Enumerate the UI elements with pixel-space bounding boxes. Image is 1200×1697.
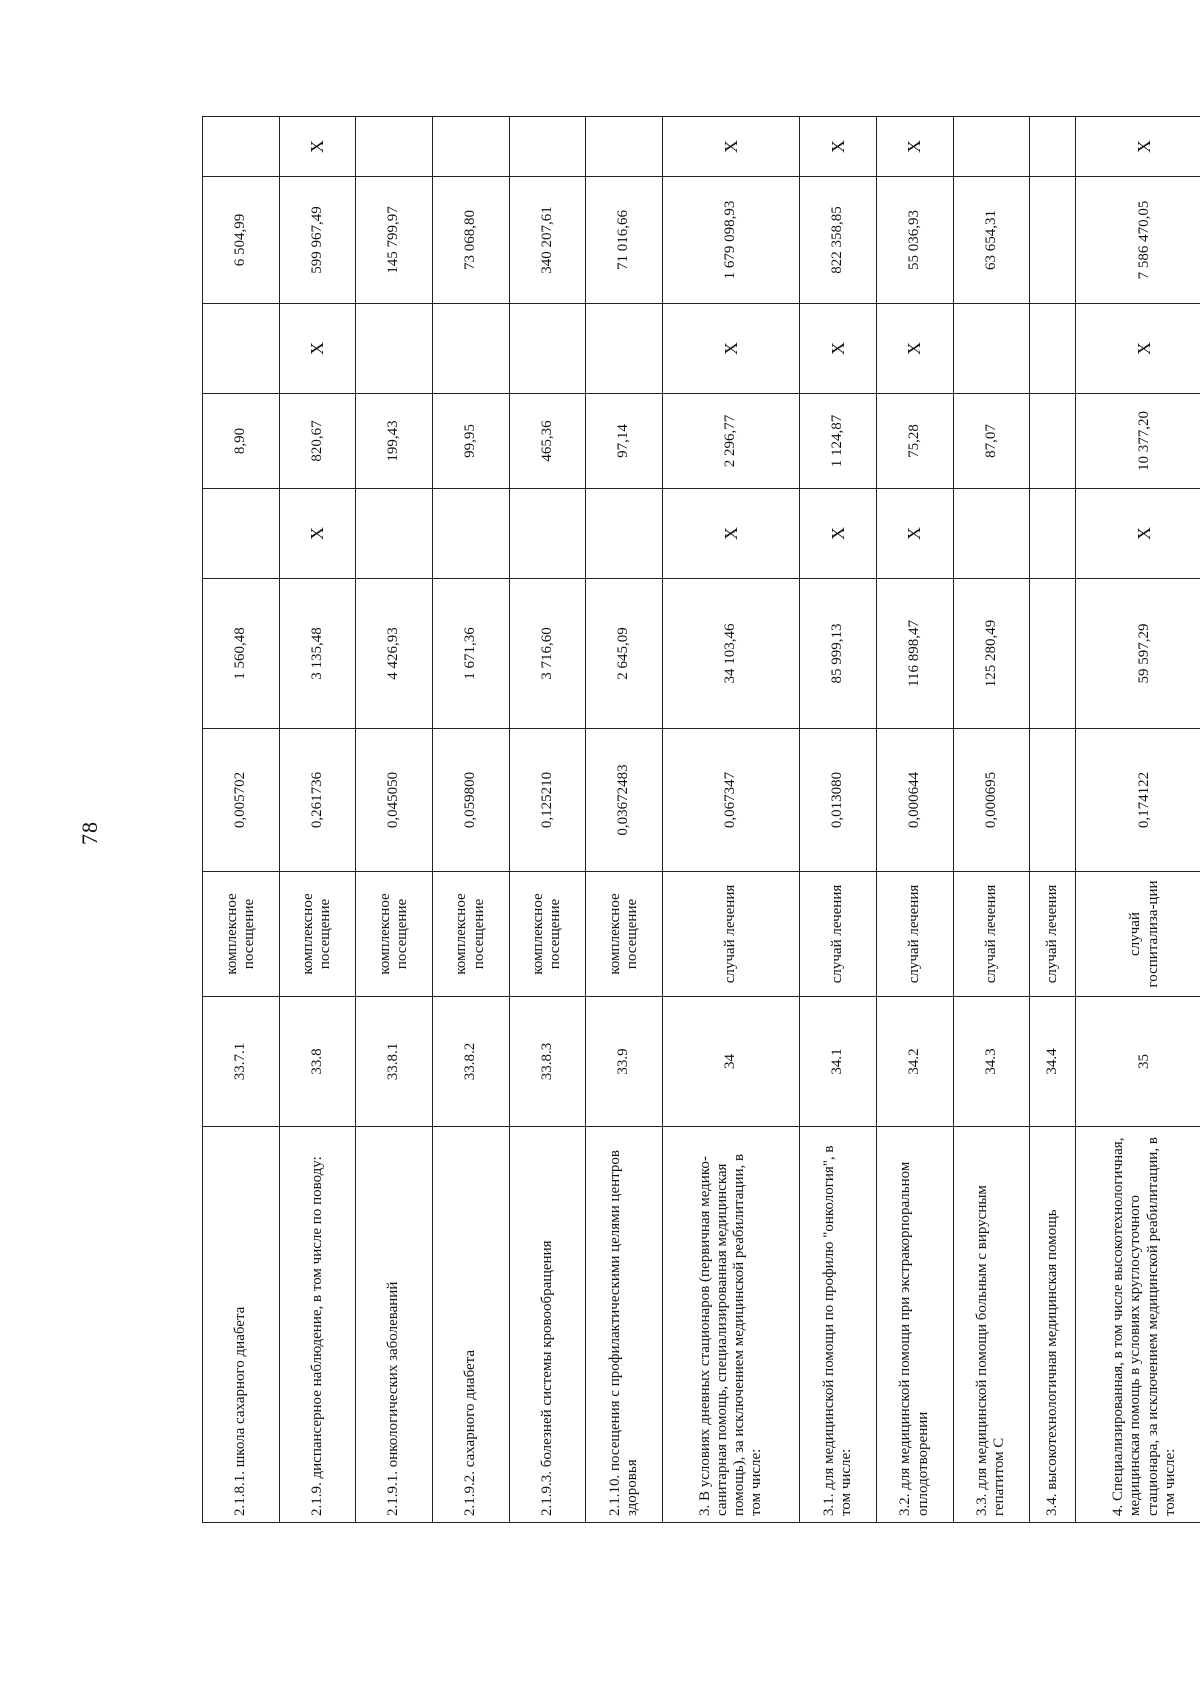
row-x2	[1030, 304, 1076, 394]
row-cost: 34 103,46	[662, 579, 799, 729]
row-code: 33.8	[279, 997, 356, 1127]
row-unit: случай лечения	[953, 872, 1030, 997]
row-x1	[356, 489, 433, 579]
row-name: 2.1.10. посещения с профилактическими целями центров здоровья	[586, 1127, 663, 1523]
table-row	[509, 117, 586, 1523]
row-cost: 59 597,29	[1076, 579, 1200, 729]
row-x3: Х	[800, 117, 877, 177]
row-name: 3. В условиях дневных стационаров (первичная медико-санитарная помощь, специализированная медицинская помощь), за исключением медицинской реабилитации, в том числе:	[662, 1127, 799, 1523]
table-row	[662, 117, 799, 1523]
row-x2: Х	[1076, 304, 1200, 394]
row-unit: случай лечения	[662, 872, 799, 997]
row-name: 3.3. для медицинской помощи больным с вирусным гепатитом С	[953, 1127, 1030, 1523]
row-x1	[509, 489, 586, 579]
table-row	[356, 117, 433, 1523]
table-row	[586, 117, 663, 1523]
row-cost: 1 560,48	[203, 579, 280, 729]
row-norm: 0,067347	[662, 729, 799, 872]
table-row	[876, 117, 953, 1523]
table-body	[203, 117, 1200, 1523]
row-norm: 0,045050	[356, 729, 433, 872]
table-row	[1076, 117, 1200, 1523]
row-norm: 0,174122	[1076, 729, 1200, 872]
row-x1	[432, 489, 509, 579]
row-norm: 0,125210	[509, 729, 586, 872]
row-code: 33.7.1	[203, 997, 280, 1127]
row-code: 34.4	[1030, 997, 1076, 1127]
table-row	[203, 117, 280, 1523]
row-unit: комплексное посещение	[203, 872, 280, 997]
table-row	[1030, 117, 1076, 1523]
row-name: 3.1. для медицинской помощи по профилю "онкология", в том числе:	[800, 1127, 877, 1523]
table-row	[279, 117, 356, 1523]
row-sum: 63 654,31	[953, 177, 1030, 304]
row-code: 35	[1076, 997, 1200, 1127]
row-x1: Х	[1076, 489, 1200, 579]
rotated-table	[202, 117, 1200, 1523]
table-row	[432, 117, 509, 1523]
row-x2: Х	[279, 304, 356, 394]
row-x1: Х	[800, 489, 877, 579]
row-code: 34	[662, 997, 799, 1127]
row-per-capita: 199,43	[356, 394, 433, 489]
row-x3	[586, 117, 663, 177]
row-per-capita: 820,67	[279, 394, 356, 489]
data-table	[202, 116, 1200, 1523]
row-x2	[432, 304, 509, 394]
row-name: 3.2. для медицинской помощи при экстракорпоральном оплодотворении	[876, 1127, 953, 1523]
row-name: 2.1.9.2. сахарного диабета	[432, 1127, 509, 1523]
row-unit: комплексное посещение	[586, 872, 663, 997]
row-x1: Х	[662, 489, 799, 579]
row-name: 2.1.9.3. болезней системы кровообращения	[509, 1127, 586, 1523]
row-norm: 0,013080	[800, 729, 877, 872]
row-sum	[1030, 177, 1076, 304]
row-x3	[356, 117, 433, 177]
row-code: 34.2	[876, 997, 953, 1127]
row-x3	[1030, 117, 1076, 177]
row-per-capita: 97,14	[586, 394, 663, 489]
row-unit: случай лечения	[800, 872, 877, 997]
row-sum: 599 967,49	[279, 177, 356, 304]
row-x2	[953, 304, 1030, 394]
row-sum: 1 679 098,93	[662, 177, 799, 304]
row-cost: 116 898,47	[876, 579, 953, 729]
row-norm: 0,005702	[203, 729, 280, 872]
row-per-capita: 465,36	[509, 394, 586, 489]
row-norm	[1030, 729, 1076, 872]
row-name: 2.1.8.1. школа сахарного диабета	[203, 1127, 280, 1523]
row-cost: 3 716,60	[509, 579, 586, 729]
row-x3	[203, 117, 280, 177]
page-number: 78	[77, 821, 102, 845]
row-sum: 145 799,97	[356, 177, 433, 304]
row-sum: 6 504,99	[203, 177, 280, 304]
row-sum: 73 068,80	[432, 177, 509, 304]
row-name: 2.1.9. диспансерное наблюдение, в том числе по поводу:	[279, 1127, 356, 1523]
row-x2	[586, 304, 663, 394]
row-unit: случай лечения	[1030, 872, 1076, 997]
row-per-capita: 2 296,77	[662, 394, 799, 489]
row-sum: 822 358,85	[800, 177, 877, 304]
row-unit: случай госпитализа-ции	[1076, 872, 1200, 997]
table-row	[953, 117, 1030, 1523]
row-cost: 125 280,49	[953, 579, 1030, 729]
row-per-capita: 87,07	[953, 394, 1030, 489]
row-unit: комплексное посещение	[509, 872, 586, 997]
row-unit: случай лечения	[876, 872, 953, 997]
row-code: 33.8.3	[509, 997, 586, 1127]
row-x2	[509, 304, 586, 394]
row-x2: Х	[662, 304, 799, 394]
row-sum: 7 586 470,05	[1076, 177, 1200, 304]
row-sum: 55 036,93	[876, 177, 953, 304]
row-x3: Х	[279, 117, 356, 177]
row-x1: Х	[279, 489, 356, 579]
row-per-capita	[1030, 394, 1076, 489]
row-sum: 71 016,66	[586, 177, 663, 304]
row-x2: Х	[876, 304, 953, 394]
row-cost: 4 426,93	[356, 579, 433, 729]
row-cost: 1 671,36	[432, 579, 509, 729]
row-cost: 2 645,09	[586, 579, 663, 729]
row-x1	[953, 489, 1030, 579]
row-x1: Х	[876, 489, 953, 579]
row-x3	[509, 117, 586, 177]
row-x2	[356, 304, 433, 394]
row-norm: 0,059800	[432, 729, 509, 872]
row-code: 33.8.2	[432, 997, 509, 1127]
row-x1	[1030, 489, 1076, 579]
row-unit: комплексное посещение	[356, 872, 433, 997]
row-per-capita: 1 124,87	[800, 394, 877, 489]
row-name: 2.1.9.1. онкологических заболеваний	[356, 1127, 433, 1523]
row-per-capita: 8,90	[203, 394, 280, 489]
row-x3: Х	[662, 117, 799, 177]
row-cost: 85 999,13	[800, 579, 877, 729]
row-unit: комплексное посещение	[279, 872, 356, 997]
row-x2: Х	[800, 304, 877, 394]
row-x3	[953, 117, 1030, 177]
row-cost: 3 135,48	[279, 579, 356, 729]
row-code: 34.1	[800, 997, 877, 1127]
row-per-capita: 75,28	[876, 394, 953, 489]
row-x3: Х	[1076, 117, 1200, 177]
row-name: 3.4. высокотехнологичная медицинская помощь	[1030, 1127, 1076, 1523]
row-per-capita: 10 377,20	[1076, 394, 1200, 489]
row-x1	[203, 489, 280, 579]
row-norm: 0,000695	[953, 729, 1030, 872]
row-x2	[203, 304, 280, 394]
row-norm: 0,261736	[279, 729, 356, 872]
row-x1	[586, 489, 663, 579]
row-norm: 0,03672483	[586, 729, 663, 872]
row-code: 34.3	[953, 997, 1030, 1127]
row-x3: Х	[876, 117, 953, 177]
table-row	[800, 117, 877, 1523]
row-unit: комплексное посещение	[432, 872, 509, 997]
row-name: 4. Специализированная, в том числе высокотехнологичная, медицинская помощь в условиях круглосуточного стационара, за исключением медицинской реабилитации, в том числе:	[1076, 1127, 1200, 1523]
row-x3	[432, 117, 509, 177]
row-code: 33.9	[586, 997, 663, 1127]
row-cost	[1030, 579, 1076, 729]
row-code: 33.8.1	[356, 997, 433, 1127]
row-norm: 0,000644	[876, 729, 953, 872]
row-per-capita: 99,95	[432, 394, 509, 489]
row-sum: 340 207,61	[509, 177, 586, 304]
